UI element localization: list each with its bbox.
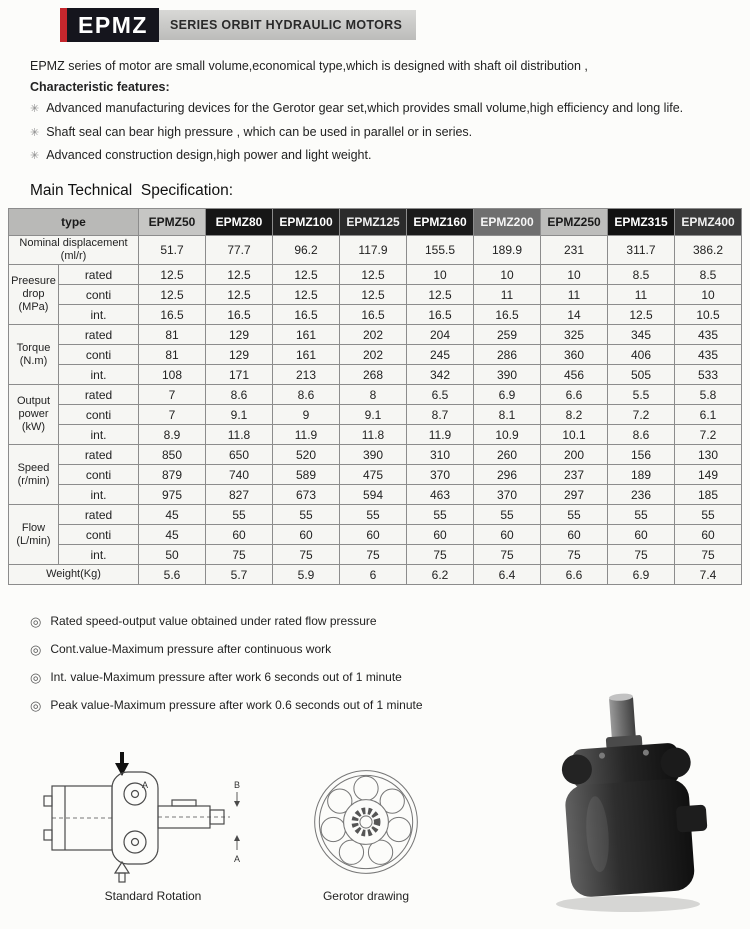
row-group-label: Weight(Kg) [9,565,139,585]
spec-value-cell: 10 [541,265,608,285]
spec-value-cell: 370 [474,485,541,505]
spec-table-header-row [9,209,742,236]
spec-value-cell: 200 [541,445,608,465]
spec-value-cell: 520 [273,445,340,465]
spec-value-cell: 75 [340,545,407,565]
model-header-cell: EPMZ100 [273,209,340,236]
spec-value-cell: 7.2 [675,425,742,445]
spec-value-cell: 879 [139,465,206,485]
spec-value-cell: 231 [541,236,608,265]
spec-value-cell: 435 [675,345,742,365]
spec-value-cell: 286 [474,345,541,365]
hole-label-a: A [142,780,149,790]
spec-value-cell: 77.7 [206,236,273,265]
spec-value-cell: 6.2 [407,565,474,585]
spec-value-cell: 9.1 [340,405,407,425]
spec-value-cell: 296 [474,465,541,485]
spec-value-cell: 75 [608,545,675,565]
spec-value-cell: 10.5 [675,305,742,325]
spec-value-cell: 268 [340,365,407,385]
spec-value-cell: 11.9 [407,425,474,445]
spec-value-cell: 156 [608,445,675,465]
spec-value-cell: 8.7 [407,405,474,425]
row-sub-label: conti [59,405,139,425]
feature-item [30,124,730,142]
spec-value-cell: 245 [407,345,474,365]
bullseye-bullet-icon: ◎ [30,670,42,685]
spec-value-cell: 259 [474,325,541,345]
row-sub-label: conti [59,345,139,365]
feature-item [30,147,730,165]
spec-value-cell: 10.9 [474,425,541,445]
spec-value-cell: 7 [139,385,206,405]
table-row [9,285,742,305]
spec-value-cell: 650 [206,445,273,465]
note-item [30,670,423,684]
feature-list [30,100,730,165]
spec-value-cell: 81 [139,345,206,365]
row-sub-label: conti [59,465,139,485]
table-row [9,305,742,325]
table-row [9,465,742,485]
spec-value-cell: 6.5 [407,385,474,405]
spec-value-cell: 55 [541,505,608,525]
spec-value-cell: 51.7 [139,236,206,265]
spec-value-cell: 975 [139,485,206,505]
spec-value-cell: 16.5 [273,305,340,325]
spec-value-cell: 9 [273,405,340,425]
spec-value-cell: 16.5 [340,305,407,325]
table-row [9,505,742,525]
spec-value-cell: 386.2 [675,236,742,265]
brand-logo [67,8,159,42]
spec-value-cell: 311.7 [608,236,675,265]
spec-value-cell: 5.8 [675,385,742,405]
spec-value-cell: 297 [541,485,608,505]
spec-value-cell: 6.6 [541,565,608,585]
spec-value-cell: 12.5 [206,285,273,305]
spec-value-cell: 202 [340,345,407,365]
table-row [9,485,742,505]
spec-value-cell: 237 [541,465,608,485]
row-group-label: Output power (kW) [9,385,59,445]
feature-item [30,100,730,118]
spec-value-cell: 60 [407,525,474,545]
spec-value-cell: 149 [675,465,742,485]
spec-value-cell: 55 [675,505,742,525]
spec-value-cell: 189 [608,465,675,485]
spec-value-cell: 370 [407,465,474,485]
spec-value-cell: 850 [139,445,206,465]
spec-value-cell: 55 [407,505,474,525]
bullseye-bullet-icon: ◎ [30,614,42,629]
feature-text: Advanced construction design,high power and light weight. [46,148,372,162]
row-sub-label: int. [59,365,139,385]
spec-value-cell: 50 [139,545,206,565]
spec-value-cell: 12.5 [139,285,206,305]
spec-value-cell: 16.5 [407,305,474,325]
table-row [9,385,742,405]
spec-value-cell: 16.5 [474,305,541,325]
flower-bullet-icon: ✳ [30,150,40,162]
spec-value-cell: 11.8 [206,425,273,445]
row-sub-label: conti [59,285,139,305]
spec-value-cell: 12.5 [407,285,474,305]
row-group-label: Nominal displacement (ml/r) [9,236,139,265]
spec-value-cell: 45 [139,525,206,545]
spec-value-cell: 7.2 [608,405,675,425]
port-label-b: B [234,780,241,790]
note-text: Int. value-Maximum pressure after work 6 seconds out of 1 minute [50,670,402,684]
spec-value-cell: 260 [474,445,541,465]
bullseye-bullet-icon: ◎ [30,698,42,713]
model-header-cell: EPMZ160 [407,209,474,236]
row-sub-label: int. [59,485,139,505]
spec-table [8,208,742,585]
spec-value-cell: 456 [541,365,608,385]
spec-value-cell: 117.9 [340,236,407,265]
spec-value-cell: 11 [474,285,541,305]
spec-value-cell: 390 [340,445,407,465]
spec-value-cell: 12.5 [273,265,340,285]
row-sub-label: int. [59,305,139,325]
row-sub-label: conti [59,525,139,545]
spec-value-cell: 161 [273,345,340,365]
table-row [9,325,742,345]
spec-value-cell: 202 [340,325,407,345]
standard-rotation-caption: Standard Rotation [104,889,202,903]
section-title: Main Technical Specification: [30,182,234,199]
spec-value-cell: 8.5 [675,265,742,285]
spec-value-cell: 11 [541,285,608,305]
row-group-label: Flow (L/min) [9,505,59,565]
spec-value-cell: 740 [206,465,273,485]
flower-bullet-icon: ✳ [30,103,40,115]
spec-value-cell: 8.9 [139,425,206,445]
model-header-cell: EPMZ250 [541,209,608,236]
spec-value-cell: 16.5 [206,305,273,325]
spec-value-cell: 75 [474,545,541,565]
spec-value-cell: 75 [541,545,608,565]
table-row [9,425,742,445]
spec-value-cell: 55 [273,505,340,525]
spec-value-cell: 390 [474,365,541,385]
intro-section [30,58,730,171]
spec-value-cell: 55 [206,505,273,525]
port-label-a: A [234,854,241,864]
note-item [30,642,423,656]
intro-lead: EPMZ series of motor are small volume,economical type,which is designed with shaft oil distribution , [30,59,588,73]
spec-value-cell: 406 [608,345,675,365]
spec-value-cell: 60 [541,525,608,545]
spec-value-cell: 8.2 [541,405,608,425]
note-text: Rated speed-output value obtained under rated flow pressure [50,614,377,628]
spec-value-cell: 594 [340,485,407,505]
row-group-label: Torque (N.m) [9,325,59,385]
gerotor-drawing [310,766,422,878]
note-item [30,614,423,628]
spec-table-body [9,236,742,585]
spec-value-cell: 16.5 [139,305,206,325]
table-row [9,525,742,545]
spec-value-cell: 96.2 [273,236,340,265]
spec-value-cell: 10 [474,265,541,285]
spec-value-cell: 325 [541,325,608,345]
spec-value-cell: 75 [407,545,474,565]
spec-value-cell: 213 [273,365,340,385]
spec-value-cell: 10 [407,265,474,285]
spec-value-cell: 342 [407,365,474,385]
spec-value-cell: 6.4 [474,565,541,585]
table-row [9,365,742,385]
spec-value-cell: 505 [608,365,675,385]
note-text: Cont.value-Maximum pressure after continuous work [50,642,332,656]
spec-value-cell: 5.7 [206,565,273,585]
spec-value-cell: 6.6 [541,385,608,405]
row-group-label: Speed (r/min) [9,445,59,505]
spec-value-cell: 236 [608,485,675,505]
spec-value-cell: 6 [340,565,407,585]
table-row [9,445,742,465]
spec-value-cell: 11 [608,285,675,305]
spec-value-cell: 8 [340,385,407,405]
spec-value-cell: 60 [340,525,407,545]
spec-value-cell: 161 [273,325,340,345]
row-sub-label: rated [59,385,139,405]
spec-value-cell: 12.5 [340,285,407,305]
spec-value-cell: 6.1 [675,405,742,425]
spec-value-cell: 60 [608,525,675,545]
row-sub-label: rated [59,265,139,285]
spec-value-cell: 8.6 [608,425,675,445]
spec-value-cell: 12.5 [608,305,675,325]
spec-value-cell: 129 [206,345,273,365]
spec-value-cell: 45 [139,505,206,525]
model-header-cell: EPMZ400 [675,209,742,236]
spec-value-cell: 75 [273,545,340,565]
spec-value-cell: 5.9 [273,565,340,585]
gerotor-caption: Gerotor drawing [322,889,410,903]
row-sub-label: int. [59,545,139,565]
spec-value-cell: 345 [608,325,675,345]
note-item [30,698,423,712]
spec-value-cell: 9.1 [206,405,273,425]
table-row [9,265,742,285]
row-sub-label: rated [59,325,139,345]
feature-text: Advanced manufacturing devices for the Gerotor gear set,which provides small volume,high efficiency and long life. [46,101,684,115]
spec-value-cell: 155.5 [407,236,474,265]
spec-value-cell: 6.9 [474,385,541,405]
spec-value-cell: 7.4 [675,565,742,585]
model-header-cell: EPMZ315 [608,209,675,236]
feature-text: Shaft seal can bear high pressure , which can be used in parallel or in series. [46,124,473,139]
table-row [9,565,742,585]
spec-value-cell: 12.5 [206,265,273,285]
spec-value-cell: 310 [407,445,474,465]
spec-value-cell: 10.1 [541,425,608,445]
spec-value-cell: 8.5 [608,265,675,285]
spec-value-cell: 171 [206,365,273,385]
spec-value-cell: 60 [474,525,541,545]
spec-value-cell: 129 [206,325,273,345]
spec-value-cell: 81 [139,325,206,345]
features-title: Characteristic features: [30,79,170,94]
table-row [9,236,742,265]
spec-value-cell: 55 [608,505,675,525]
bullseye-bullet-icon: ◎ [30,642,42,657]
spec-value-cell: 5.5 [608,385,675,405]
spec-value-cell: 435 [675,325,742,345]
brand-accent-stripe [60,8,67,42]
spec-value-cell: 360 [541,345,608,365]
model-header-cell: EPMZ50 [139,209,206,236]
spec-value-cell: 12.5 [139,265,206,285]
spec-value-cell: 60 [206,525,273,545]
table-row [9,345,742,365]
spec-value-cell: 60 [273,525,340,545]
spec-value-cell: 7 [139,405,206,425]
row-sub-label: rated [59,445,139,465]
table-row [9,545,742,565]
spec-value-cell: 827 [206,485,273,505]
spec-value-cell: 5.6 [139,565,206,585]
model-header-cell: EPMZ200 [474,209,541,236]
note-text: Peak value-Maximum pressure after work 0.6 seconds out of 1 minute [50,698,423,712]
flower-bullet-icon: ✳ [30,126,40,139]
spec-value-cell: 130 [675,445,742,465]
spec-value-cell: 204 [407,325,474,345]
spec-value-cell: 8.6 [273,385,340,405]
row-sub-label: rated [59,505,139,525]
spec-value-cell: 533 [675,365,742,385]
spec-value-cell: 475 [340,465,407,485]
table-row [9,405,742,425]
spec-value-cell: 8.6 [206,385,273,405]
motor-photo [538,692,718,914]
spec-value-cell: 55 [474,505,541,525]
spec-value-cell: 463 [407,485,474,505]
spec-value-cell: 8.1 [474,405,541,425]
model-header-cell: EPMZ125 [340,209,407,236]
spec-value-cell: 75 [675,545,742,565]
spec-value-cell: 589 [273,465,340,485]
notes-section [30,614,423,726]
model-header-cell: EPMZ80 [206,209,273,236]
spec-value-cell: 6.9 [608,565,675,585]
spec-value-cell: 185 [675,485,742,505]
standard-rotation-drawing [38,750,268,885]
spec-value-cell: 14 [541,305,608,325]
row-sub-label: int. [59,425,139,445]
spec-value-cell: 12.5 [273,285,340,305]
spec-value-cell: 189.9 [474,236,541,265]
spec-value-cell: 11.8 [340,425,407,445]
spec-value-cell: 60 [675,525,742,545]
spec-value-cell: 10 [675,285,742,305]
spec-value-cell: 673 [273,485,340,505]
spec-value-cell: 11.9 [273,425,340,445]
row-group-label: Preesure drop (MPa) [9,265,59,325]
series-subtitle: SERIES ORBIT HYDRAULIC MOTORS [170,18,403,32]
spec-value-cell: 55 [340,505,407,525]
spec-value-cell: 75 [206,545,273,565]
type-header-cell: type [9,209,139,236]
spec-value-cell: 108 [139,365,206,385]
brand-text: EPMZ [78,11,148,38]
spec-value-cell: 12.5 [340,265,407,285]
